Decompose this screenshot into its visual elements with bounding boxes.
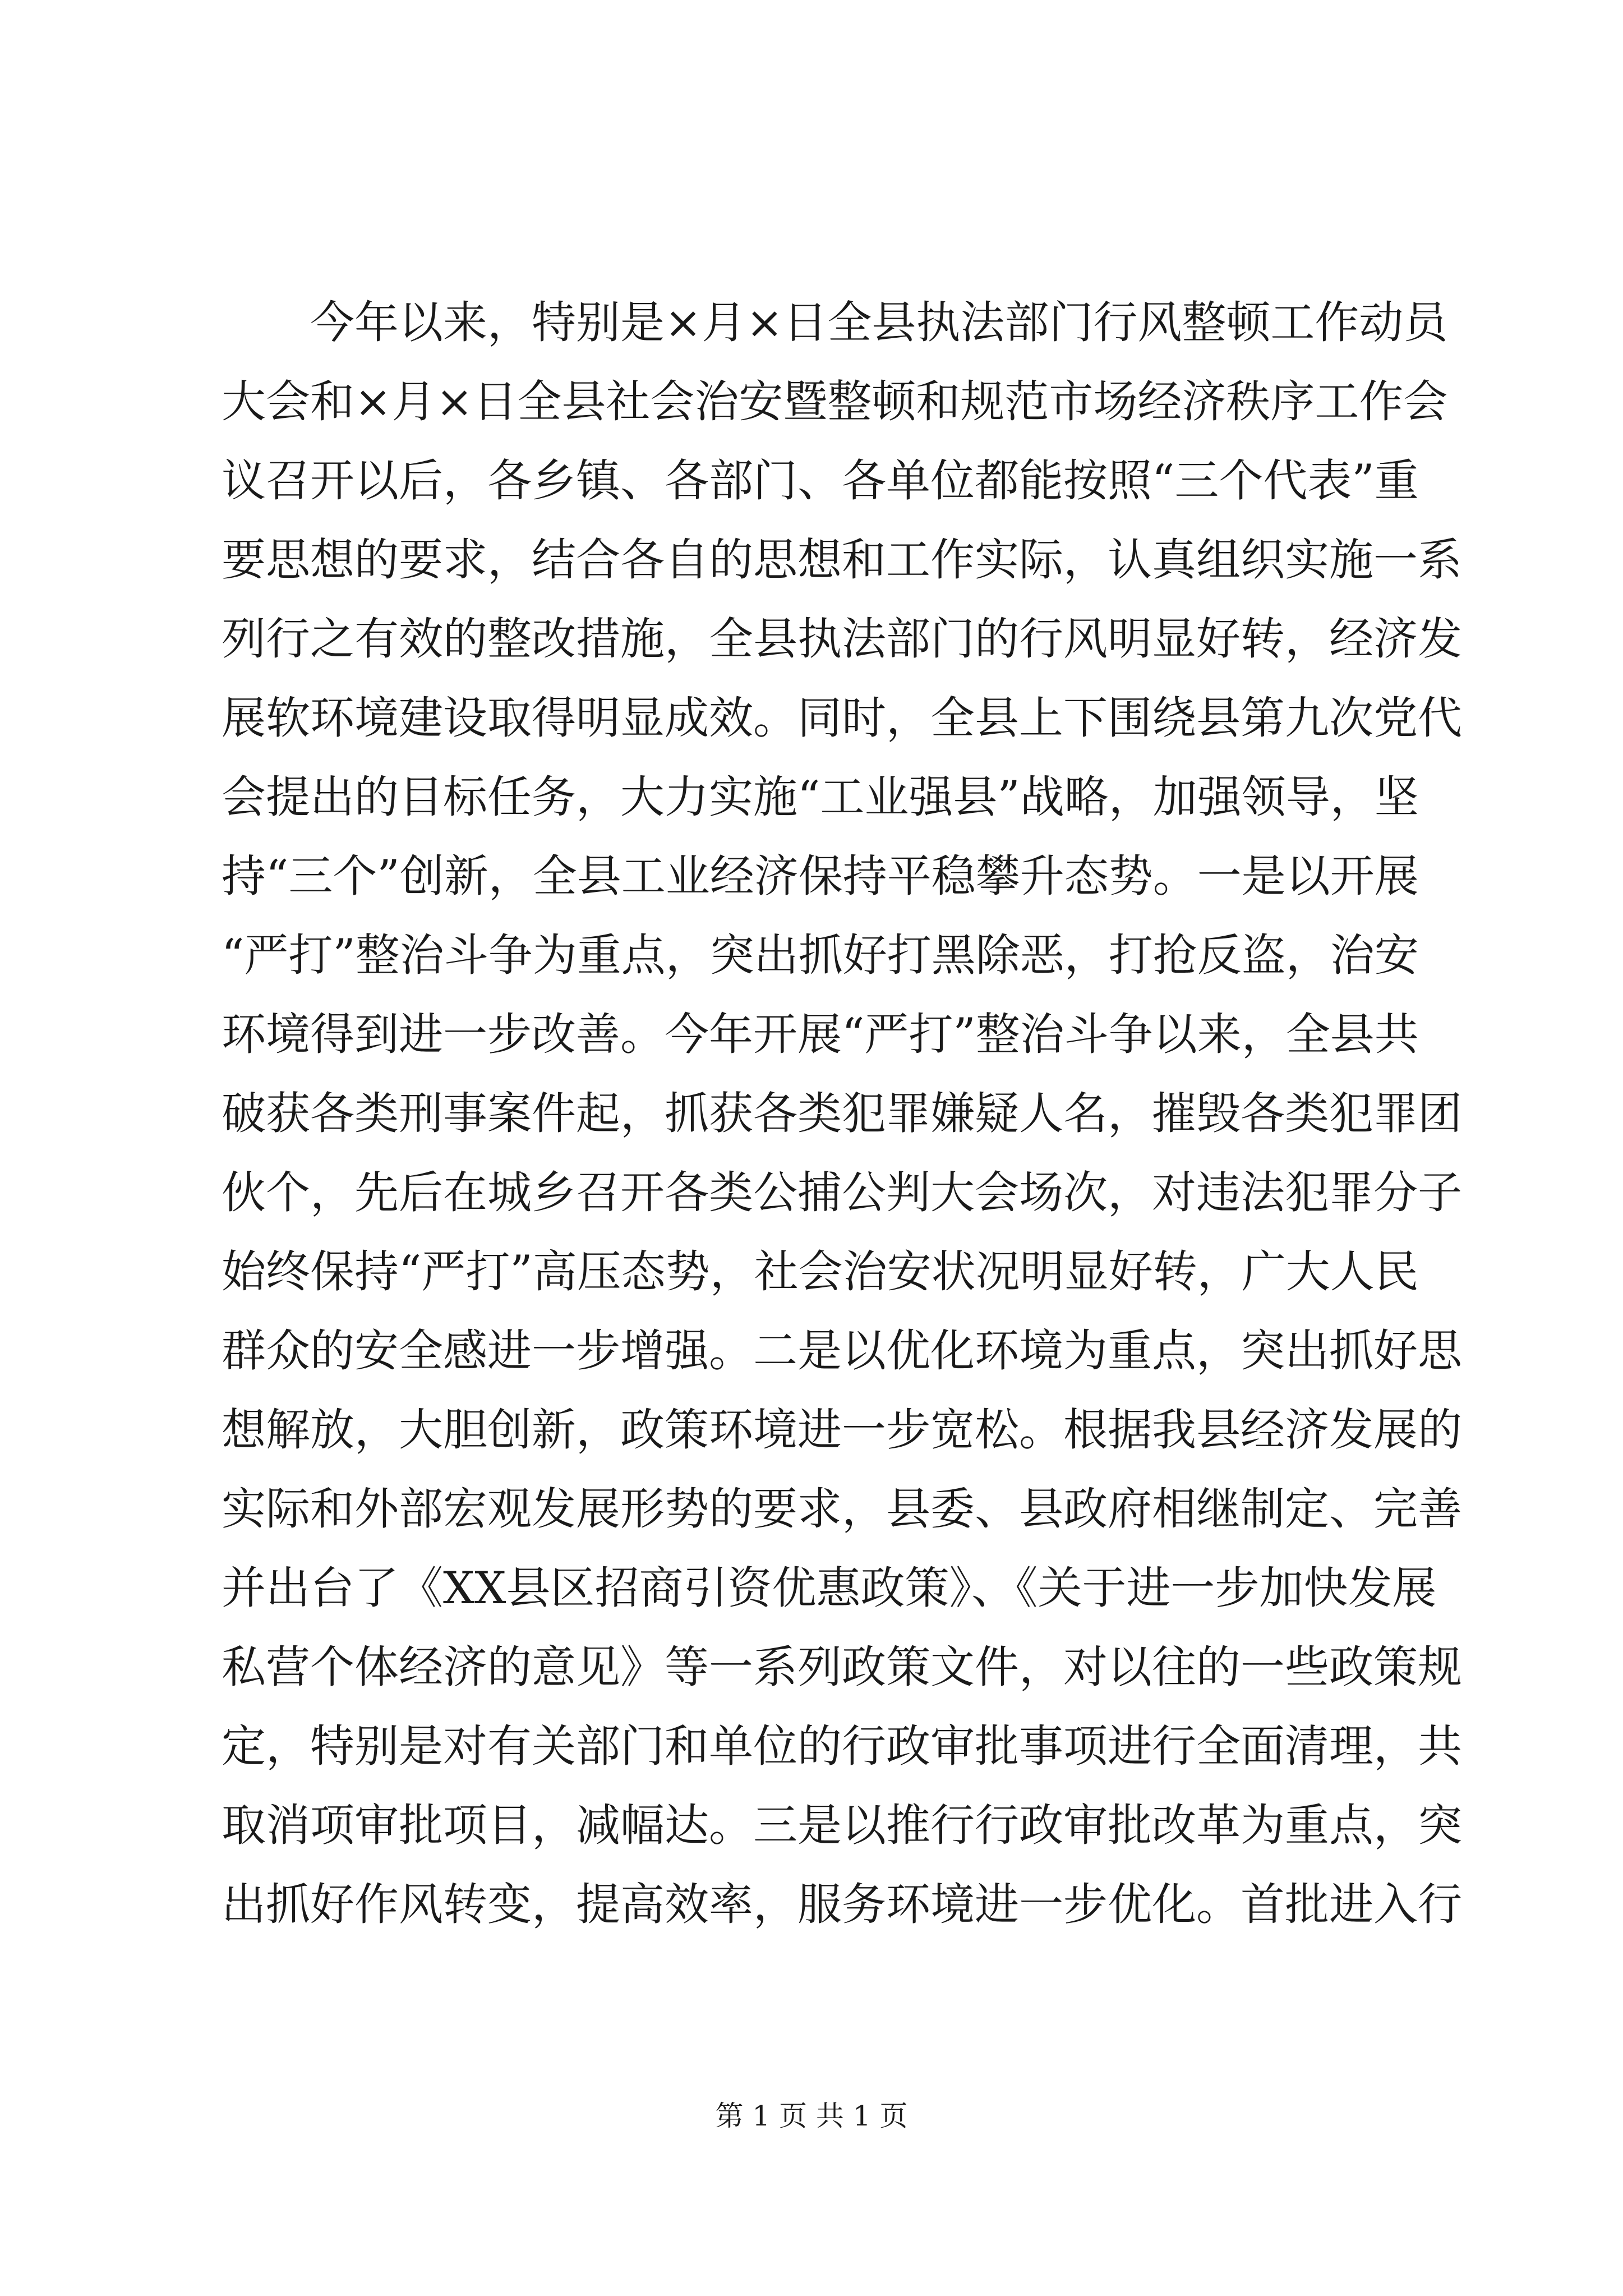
text-line: 破获各类刑事案件起，抓获各类犯罪嫌疑人名，摧毁各类犯罪团 (222, 1088, 1462, 1139)
text-line: 出抓好作风转变，提高效率，服务环境进一步优化。首批进入行 (222, 1879, 1462, 1930)
text-line: “严打”整治斗争为重点，突出抓好打黑除恶，打抢反盗，治安 (222, 930, 1419, 981)
page-number-label: 第 1 页 共 1 页 (715, 2100, 908, 2132)
text-line: 定，特别是对有关部门和单位的行政审批事项进行全面清理，共 (222, 1720, 1462, 1772)
text-line: 实际和外部宏观发展形势的要求，县委、县政府相继制定、完善 (222, 1483, 1462, 1535)
body-paragraph (222, 283, 1462, 1944)
text-line: 今年以来，特别是×月×日全县执法部门行风整顿工作动员 (310, 297, 1448, 348)
page-footer (0, 2099, 1623, 2133)
text-line: 群众的安全感进一步增强。二是以优化环境为重点，突出抓好思 (222, 1325, 1462, 1377)
text-line: 始终保持“严打”高压态势，社会治安状况明显好转，广大人民 (222, 1246, 1419, 1297)
text-line: 持“三个”创新，全县工业经济保持平稳攀升态势。一是以开展 (222, 850, 1419, 902)
text-line: 取消项审批项目，减幅达。三是以推行行政审批改革为重点，突 (222, 1800, 1462, 1851)
text-line: 列行之有效的整改措施，全县执法部门的行风明显好转，经济发 (222, 613, 1462, 665)
text-line: 环境得到进一步改善。今年开展“严打”整治斗争以来，全县共 (222, 1009, 1419, 1060)
text-line: 要思想的要求，结合各自的思想和工作实际，认真组织实施一系 (222, 534, 1462, 586)
text-line: 并出台了《XX县区招商引资优惠政策》、《关于进一步加快发展 (222, 1562, 1437, 1614)
text-line: 想解放，大胆创新，政策环境进一步宽松。根据我县经济发展的 (222, 1404, 1462, 1456)
text-line: 议召开以后，各乡镇、各部门、各单位都能按照“三个代表”重 (222, 455, 1419, 507)
text-line: 大会和×月×日全县社会治安暨整顿和规范市场经济秩序工作会 (222, 376, 1448, 427)
text-line: 伙个，先后在城乡召开各类公捕公判大会场次，对违法犯罪分子 (222, 1167, 1462, 1218)
text-line: 展软环境建设取得明显成效。同时，全县上下围绕县第九次党代 (222, 692, 1462, 744)
text-line: 会提出的目标任务，大力实施“工业强县”战略，加强领导，坚 (222, 771, 1419, 823)
text-line: 私营个体经济的意见》等一系列政策文件，对以往的一些政策规 (222, 1641, 1462, 1693)
